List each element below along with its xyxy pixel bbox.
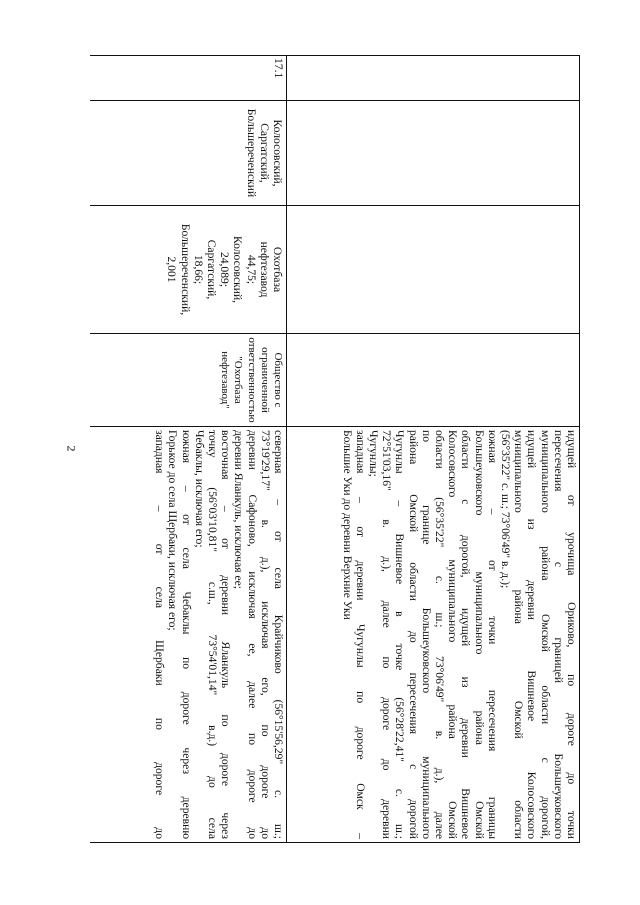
boundary-line: пересечения с границей Большеуковского: [551, 430, 565, 839]
boundary-line: района Омской области до пересечения с дорогой: [406, 430, 420, 839]
district-line: Большереченский: [244, 108, 258, 198]
boundary-line: идущей от урочища Ориково, по дороге до точки: [565, 430, 578, 839]
cell-boundaries: [90, 427, 287, 843]
user-line: "Охотбаза: [232, 356, 245, 404]
cell-boundaries-previous: [287, 427, 580, 843]
area-line: Колосовский,: [231, 235, 245, 304]
area-line: нефтезавод: [257, 241, 271, 298]
area-line: 24,089;: [218, 251, 232, 288]
boundary-line: муниципального района Омской области: [512, 430, 526, 839]
district-line: Колосовский,: [271, 119, 284, 187]
boundary-line: южная – от села Чебаклы по дороге через деревню: [179, 430, 193, 839]
boundary-line: восточная – от деревни Яланкуль по дороге через: [219, 430, 233, 839]
cell-area: [90, 206, 287, 334]
user-line: нефтезавод": [219, 351, 232, 409]
area-line: Большереченский,: [178, 223, 192, 316]
boundary-line: Большие Уки до деревни Верхние Уки: [340, 430, 354, 620]
boundary-line: точку (56°03'10,81" с.ш., 73°54'01,14" в.д.) до села: [205, 430, 219, 839]
boundary-line: 73°19'29,17" в. д.), исключая его, по дороге до: [258, 430, 272, 839]
area-line: Саргатский,: [204, 239, 218, 300]
area-line: 2,001: [165, 256, 179, 283]
cell-user-empty: [287, 334, 580, 427]
boundary-line: по границе Большеуковского муниципального: [419, 430, 433, 839]
boundary-line: Колосовского муниципального района Омской: [446, 430, 460, 839]
rotated-page-area: [90, 55, 580, 843]
table-row-17-1: [90, 56, 287, 843]
cell-districts: [90, 101, 287, 206]
boundary-line: Чебаклы, исключая его;: [192, 430, 206, 548]
boundary-line: деревни Сафоново, исключая ее, далее по дороге до: [245, 430, 259, 839]
district-line: Саргатский,: [257, 123, 271, 183]
boundary-line: области (56°35'22" с. ш.; 73°06'49" в. д.), далее: [432, 430, 446, 839]
cell-user: [90, 334, 287, 427]
boundary-line: западная – от деревни Чугунлы по дороге Омск –: [353, 430, 367, 839]
cell-number-empty: [287, 56, 580, 101]
hunting-grounds-table: [90, 55, 580, 843]
hunting-grounds-table-wrapper: [90, 55, 580, 843]
table-row-previous: [287, 56, 580, 843]
boundary-line: (56°35'22" с. ш.; 73°06'49" в. д.);: [498, 430, 512, 589]
user-line: ограниченной: [258, 347, 271, 413]
boundary-line: идущей из деревни Вишневое Колосовского: [525, 430, 539, 839]
row-number: 17.1: [90, 56, 287, 101]
boundary-line: западная – от села Щербаки по дороге до: [153, 430, 167, 839]
boundary-line: области с дорогой, идущей из деревни Вишневое: [459, 430, 473, 839]
user-line: ответственностью: [245, 337, 258, 423]
boundary-line: Чугунлы;: [366, 430, 380, 477]
page-number: 2: [64, 445, 79, 452]
boundary-line: северная – от села Крайчиково (56°15'56,29" с. ш.;: [272, 430, 285, 839]
cell-area-empty: [287, 206, 580, 334]
area-line: 44,75;: [244, 254, 258, 285]
area-line: Охотбаза: [271, 246, 284, 293]
boundary-line: 72°51'03,16" в. д.), далее по дороге до деревни: [380, 430, 394, 839]
area-line: 18,66;: [191, 254, 205, 285]
cell-districts-empty: [287, 101, 580, 206]
user-line: Общество с: [272, 352, 284, 408]
boundary-line: южная – от точки пересечения границы: [485, 430, 499, 839]
boundary-line: Чугунлы – Вишневое в точке (56°28'22,41" с. ш.;: [393, 430, 407, 839]
boundary-line: деревни Яланкуль, исключая ее;: [232, 430, 246, 589]
boundary-line: Большеуковского муниципального района Омской: [472, 430, 486, 839]
boundary-line: Горькое до села Щербаки, исключая его;: [166, 430, 180, 631]
boundary-line: муниципального района Омской области с дорогой,: [538, 430, 552, 839]
